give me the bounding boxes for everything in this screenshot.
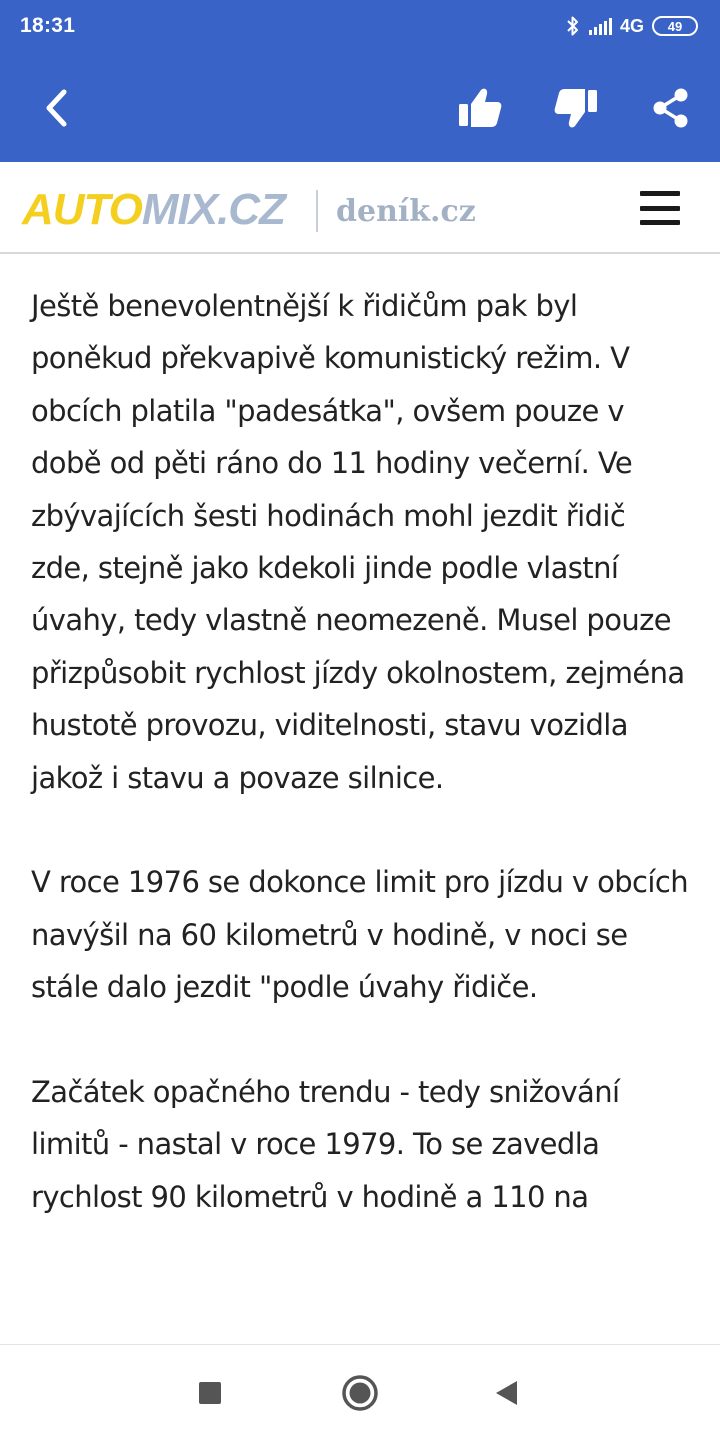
status-bar: [0, 0, 720, 52]
automix-logo[interactable]: [22, 186, 285, 234]
home-icon: [340, 1373, 380, 1413]
back-button[interactable]: [28, 80, 84, 136]
status-icons: [565, 15, 698, 37]
network-type: 4G: [619, 15, 644, 36]
back-icon: [493, 1379, 519, 1407]
back-arrow-icon: [42, 88, 70, 128]
article-body: [0, 254, 720, 1344]
denik-logo[interactable]: deník.cz: [336, 194, 476, 229]
share-button[interactable]: [643, 80, 699, 136]
site-header: [0, 162, 720, 254]
hamburger-menu-icon[interactable]: [636, 186, 684, 230]
app-bar: [0, 52, 720, 162]
system-nav-bar: [0, 1344, 720, 1440]
bluetooth-icon: [565, 15, 581, 37]
share-icon: [651, 87, 691, 129]
article-paragraph: Ještě benevolentnější k řidičům pak byl poněkud překvapivě komunistický režim. V obcích platila "padesátka", ovšem pouze v době od pěti ráno do 11 hodiny večerní. Ve zbývajících šesti hodinách mohl jezdit řidič zde, stejně jako kdekoli jinde podle vlastní úvahy, tedy vlastně neomezeně. Musel pouze přizpůsobit rychlost jízdy okolnostem, zejména hustotě provozu, viditelnosti, stavu vozidla jakož i stavu a povaze silnice.: [31, 289, 685, 795]
thumbs-down-icon: [553, 86, 599, 130]
thumbs-up-icon: [457, 86, 503, 130]
logo-mix: MIX.CZ: [141, 185, 285, 234]
home-button[interactable]: [336, 1369, 384, 1417]
like-button[interactable]: [452, 80, 508, 136]
signal-icon: [589, 17, 612, 35]
dislike-button[interactable]: [548, 80, 604, 136]
article-paragraph: V roce 1976 se dokonce limit pro jízdu v obcích navýšil na 60 kilometrů v hodině, v noci se stále dalo jezdit "podle úvahy řidiče.: [31, 865, 688, 1005]
recent-apps-button[interactable]: [186, 1369, 234, 1417]
status-time: 18:31: [20, 14, 76, 37]
battery-icon: [652, 16, 698, 36]
article-paragraph: Začátek opačného trendu - tedy snižování limitů - nastal v roce 1979. To se zavedla rychlost 90 kilometrů v hodině a 110 na: [31, 1075, 620, 1214]
back-nav-button[interactable]: [482, 1369, 530, 1417]
logo-auto: AUTO: [22, 185, 142, 234]
recent-apps-icon: [198, 1381, 222, 1405]
logo-divider: [316, 190, 318, 232]
battery-level: 49: [667, 18, 683, 34]
